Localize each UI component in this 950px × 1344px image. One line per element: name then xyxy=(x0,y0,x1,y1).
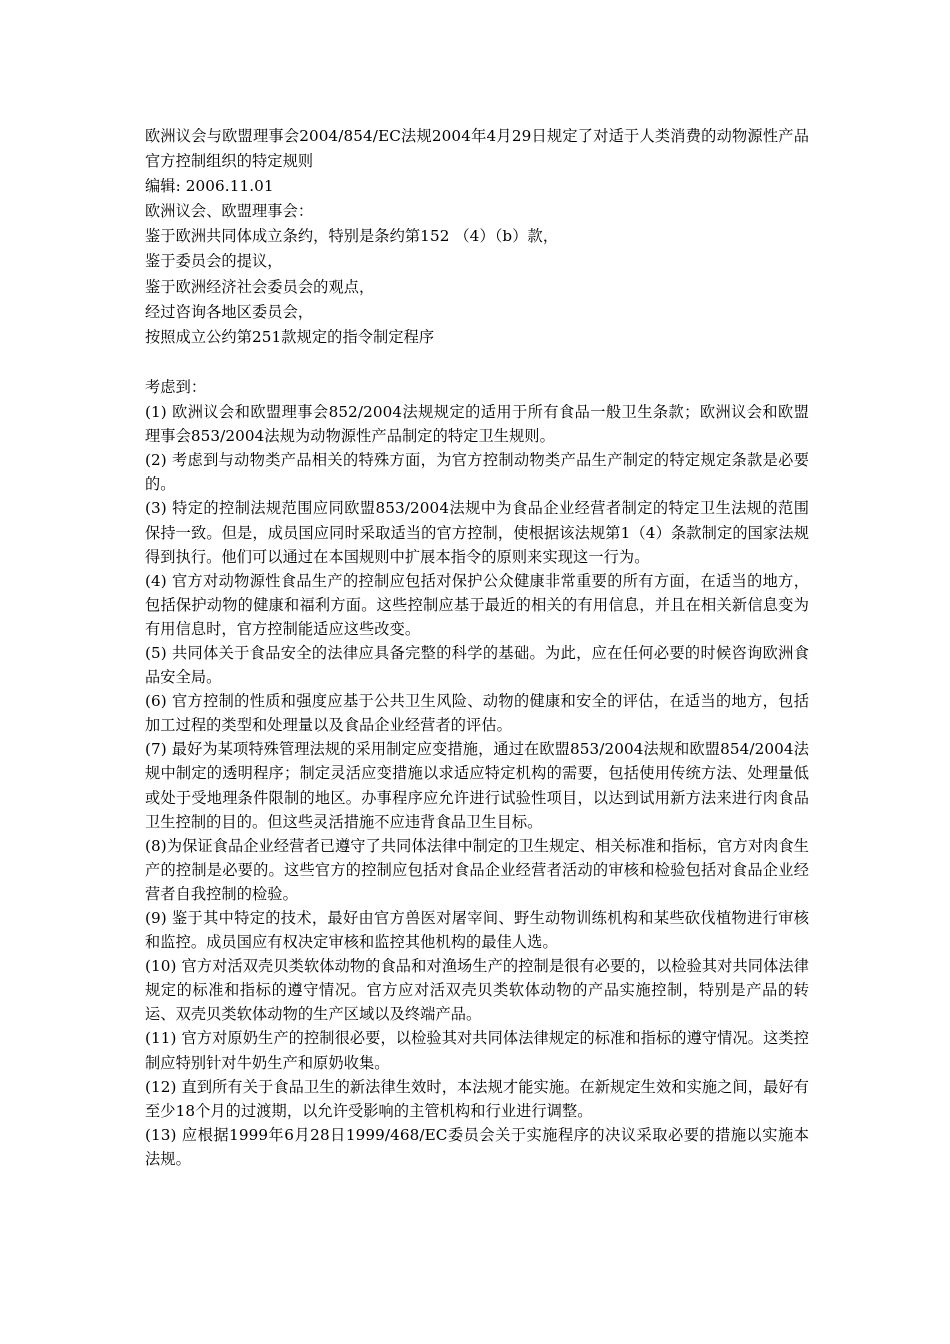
recital-2: (2) 考虑到与动物类产品相关的特殊方面，为官方控制动物类产品生产制定的特定规定条款是必要的。 xyxy=(145,451,809,494)
document-title: 欧洲议会与欧盟理事会2004/854/EC法规2004年4月29日规定了对适于人类消费的动物源性产品官方控制组织的特定规则 xyxy=(145,127,809,171)
preamble-line: 经过咨询各地区委员会， xyxy=(145,302,314,321)
document-body xyxy=(145,124,809,1171)
blank-line xyxy=(145,350,809,375)
recital-13: (13) 应根据1999年6月28日1999/468/EC委员会关于实施程序的决议采取必要的措施以实施本法规。 xyxy=(145,1125,809,1168)
recital-12: (12) 直到所有关于食品卫生的新法律生效时，本法规才能实施。在新规定生效和实施之间，最好有至少18个月的过渡期，以允许受影响的主管机构和行业进行调整。 xyxy=(145,1077,809,1120)
recital-5: (5) 共同体关于食品安全的法律应具备完整的科学的基础。为此，应在任何必要的时候咨询欧洲食品安全局。 xyxy=(145,643,809,687)
edit-date: 编辑: 2006.11.01 xyxy=(145,177,274,196)
preamble-line: 鉴于欧洲共同体成立条约，特别是条约第152 （4）（b）款， xyxy=(145,227,559,246)
recital-1: (1) 欧洲议会和欧盟理事会852/2004法规规定的适用于所有食品一般卫生条款；欧洲议会和欧盟理事会853/2004法规为动物源性产品制定的特定卫生规则。 xyxy=(145,403,809,446)
preamble-line: 鉴于委员会的提议， xyxy=(145,252,283,271)
recital-10: (10) 官方对活双壳贝类软体动物的食品和对渔场生产的控制是很有必要的，以检验其对共同体法律规定的标准和指标的遵守情况。官方应对活双壳贝类软体动物的产品实施控制，特别是产品的转运、双壳贝类软体动物的生产区域以及终端产品。 xyxy=(145,957,809,1024)
whereas-heading: 考虑到： xyxy=(145,377,207,396)
recital-9: (9) 鉴于其中特定的技术，最好由官方兽医对屠宰间、野生动物训练机构和某些砍伐植物进行审核和监控。成员国应有权决定审核和监控其他机构的最佳人选。 xyxy=(145,909,809,952)
recital-3: (3) 特定的控制法规范围应同欧盟853/2004法规中为食品企业经营者制定的特定卫生法规的范围保持一致。但是，成员国应同时采取适当的官方控制，使根据该法规第1（4）条款制定的国家法规得到执行。他们可以通过在本国规则中扩展本指令的原则来实现这一行为。 xyxy=(145,499,809,566)
preamble-line: 鉴于欧洲经济社会委员会的观点， xyxy=(145,277,375,296)
recital-6: (6) 官方控制的性质和强度应基于公共卫生风险、动物的健康和安全的评估，在适当的地方，包括加工过程的类型和处理量以及食品企业经营者的评估。 xyxy=(145,692,809,735)
recital-11: (11) 官方对原奶生产的控制很必要，以检验其对共同体法律规定的标准和指标的遵守情况。这类控制应特别针对牛奶生产和原奶收集。 xyxy=(145,1029,809,1072)
recital-7: (7) 最好为某项特殊管理法规的采用制定应变措施，通过在欧盟853/2004法规和欧盟854/2004法规中制定的透明程序；制定灵活应变措施以求适应特定机构的需要，包括使用传统方法、处理量低或处于受地理条件限制的地区。办事程序应允许进行试验性项目，以达到试用新方法来进行肉食品卫生控制的目的。但这些灵活措施不应违背食品卫生目标。 xyxy=(145,740,809,831)
preamble-line: 欧洲议会、欧盟理事会： xyxy=(145,202,314,221)
preamble-line: 按照成立公约第251款规定的指令制定程序 xyxy=(145,327,435,346)
recital-8: (8)为保证食品企业经营者已遵守了共同体法律中制定的卫生规定、相关标准和指标，官方对肉食生产的控制是必要的。这些官方的控制应包括对食品企业经营者活动的审核和检验包括对食品企业经营者自我控制的检验。 xyxy=(145,836,809,903)
recital-4: (4) 官方对动物源性食品生产的控制应包括对保护公众健康非常重要的所有方面，在适当的地方，包括保护动物的健康和福利方面。这些控制应基于最近的相关的有用信息，并且在相关新信息变为有用信息时，官方控制能适应这些改变。 xyxy=(145,571,809,638)
